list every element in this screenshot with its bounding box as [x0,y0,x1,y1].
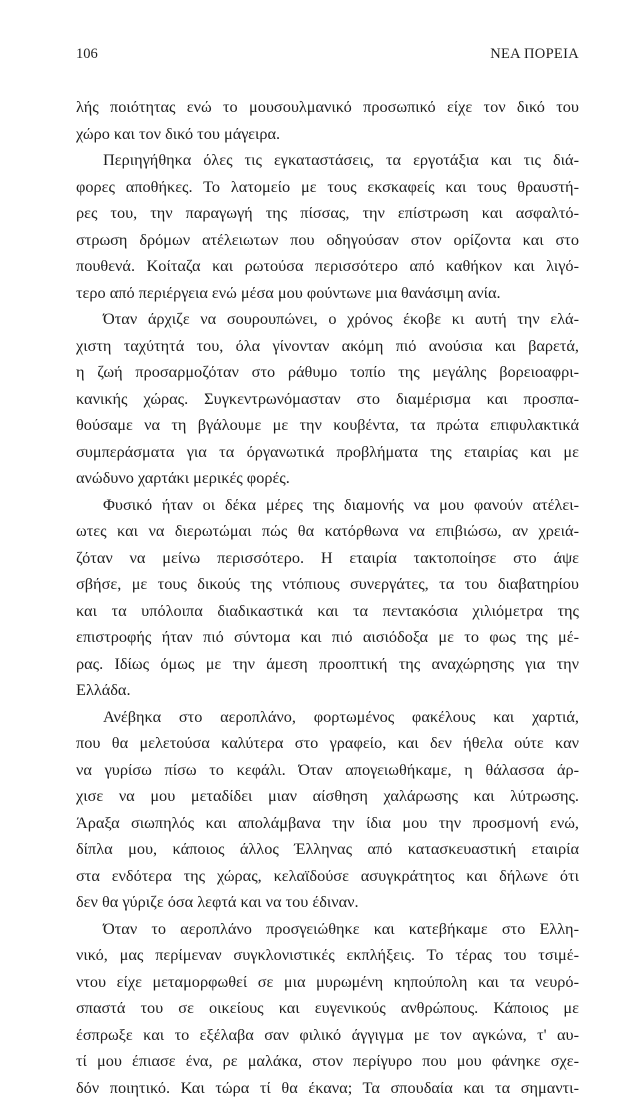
text-line: στρωση δρόμων ατέλειωτων που οδηγούσαν στον ορίζοντα και στο [76,227,579,254]
paragraph [76,916,579,1101]
text-line: ρες του, την παραγωγή της πίσσας, την επίστρωση και ασφαλτό- [76,200,579,227]
text-line: νικό, μας περίμεναν συγκλονιστικές εκπλήξεις. Το τέρας του τσιμέ- [76,942,579,969]
text-line: να γυρίσω πίσω το κεφάλι. Όταν απογειωθήκαμε, η θάλασσα άρ- [76,757,579,784]
text-line: Περιηγήθηκα όλες τις εγκαταστάσεις, τα εργοτάξια και τις διά- [76,147,579,174]
body-text [76,94,579,1101]
page-number: 106 [76,44,98,64]
text-line: χιστη ταχύτητά του, όλα γίνονταν ακόμη πιό ανούσια και βαρετά, [76,333,579,360]
paragraph [76,492,579,704]
text-line: Ελλάδα. [76,677,579,704]
text-line: συμπεράσματα για τα όργανωτικά προβλήματα της εταιρίας και με [76,439,579,466]
text-line: Ανέβηκα στο αεροπλάνο, φορτωμένος φακέλους και χαρτιά, [76,704,579,731]
text-line: και τα υπόλοιπα διαδικαστικά και τα πεντακόσια χιλιόμετρα της [76,598,579,625]
text-line: τί μου έπιασε ένα, ρε μαλάκα, στον περίγυρο που μου φάνηκε σχε- [76,1048,579,1075]
text-line: θούσαμε να τη βγάλουμε με την κουβέντα, τα πρώτα επιφυλακτικά [76,412,579,439]
text-line: λής ποιότητας ενώ το μουσουλμανικό προσωπικό είχε τον δικό του [76,94,579,121]
paragraph [76,94,579,147]
text-line: η ζωή προσαρμοζόταν στο ράθυμο τοπίο της μεγάλης βορειοαφρι- [76,359,579,386]
paragraph [76,704,579,916]
text-line: σβήσε, με τους δικούς της ντόπιους συνεργάτες, τα του διαβατηρίου [76,571,579,598]
text-line: έσπρωξε και το εξέλαβα σαν φιλικό άγγιγμα με τον αγκώνα, τ' αυ- [76,1022,579,1049]
text-line: ρας. Ιδίως όμως με την άμεση προοπτική της αναχώρησης για την [76,651,579,678]
text-line: Άραξα σιωπηλός και απολάμβανα την ίδια μου την προσμονή ενώ, [76,810,579,837]
paragraph [76,306,579,492]
text-line: κανικής χώρας. Συγκεντρωνόμασταν στο διαμέρισμα και προσπα- [76,386,579,413]
text-line: χισε να μου μεταδίδει μιαν αίσθηση χαλάρωσης και λύτρωσης. [76,783,579,810]
text-line: τερο από περιέργεια ενώ μέσα μου φούντωνε μια θανάσιμη ανία. [76,280,579,307]
running-title: ΝΕΑ ΠΟΡΕΙΑ [490,44,579,64]
text-line: Όταν το αεροπλάνο προσγειώθηκε και κατεβήκαμε στο Ελλη- [76,916,579,943]
text-line: δίπλα μου, κάποιος άλλος Έλληνας από κατασκευαστική εταιρία [76,836,579,863]
text-line: που θα μελετούσα καλύτερα στο γραφείο, και δεν ήθελα ούτε καν [76,730,579,757]
text-line: πουθενά. Κοίταζα και ρωτούσα περισσότερο από καθήκον και λιγό- [76,253,579,280]
text-line: ανώδυνο χαρτάκι μερικές φορές. [76,465,579,492]
running-head [76,44,579,64]
text-line: δεν θα γύριζε όσα λεφτά και να του έδιναν. [76,889,579,916]
text-line: ζόταν να μείνω περισσότερο. Η εταιρία τακτοποίησε στο άψε [76,545,579,572]
text-line: δόν ποιητικό. Και τώρα τί θα έκανα; Τα σπουδαία και τα σημαντι- [76,1075,579,1101]
text-line: ωτες και να διερωτώμαι πώς θα κατόρθωνα να επιβιώσω, αν χρειά- [76,518,579,545]
text-line: ντου είχε μεταμορφωθεί σε μια μυρωμένη κηπούπολη και τα νευρό- [76,969,579,996]
text-line: επιστροφής ήταν πιό σύντομα και πιό αισιόδοξα με το φως της μέ- [76,624,579,651]
text-line: Φυσικό ήταν οι δέκα μέρες της διαμονής να μου φανούν ατέλει- [76,492,579,519]
text-line: Όταν άρχιζε να σουρουπώνει, ο χρόνος έκοβε κι αυτή την ελά- [76,306,579,333]
text-line: φορες αποθήκες. Το λατομείο με τους εκσκαφείς και τους θραυστή- [76,174,579,201]
text-line: σπαστά του σε οικείους και ευγενικούς ανθρώπους. Κάποιος με [76,995,579,1022]
paragraph [76,147,579,306]
text-line: στα ενδότερα της χώρας, κελαϊδούσε ασυγκράτητος και δήλωνε ότι [76,863,579,890]
text-line: χώρο και τον δικό του μάγειρα. [76,121,579,148]
